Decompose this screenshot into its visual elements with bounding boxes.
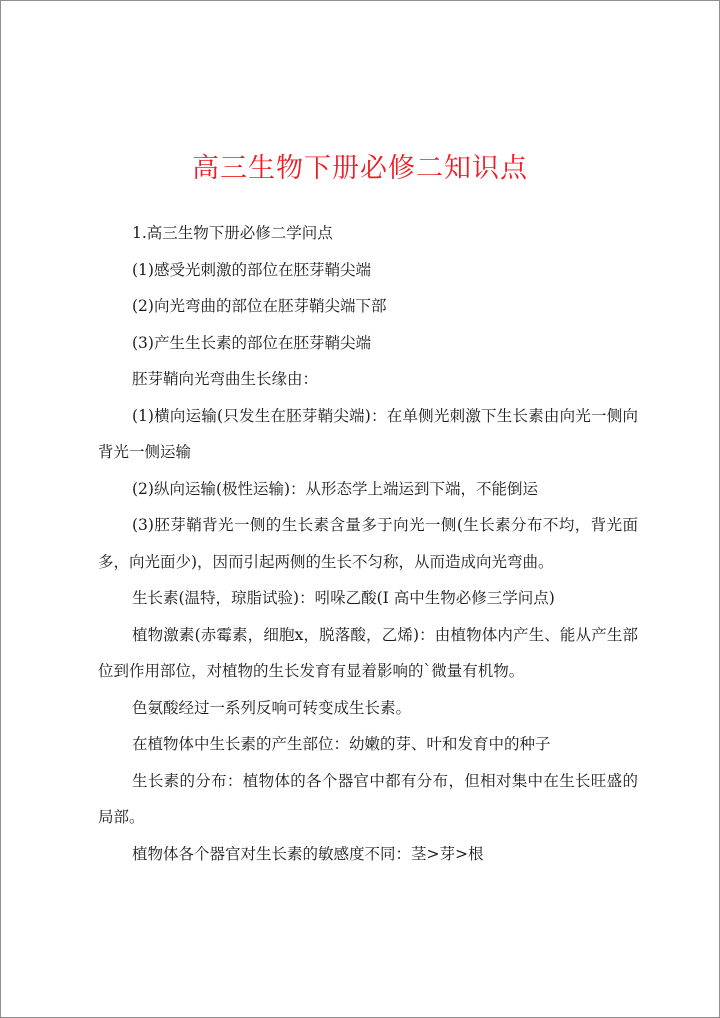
document-body	[98, 215, 638, 872]
paragraph: 在植物体中生长素的产生部位：幼嫩的芽、叶和发育中的种子	[132, 735, 551, 753]
document-title: 高三生物下册必修二知识点	[192, 153, 528, 184]
paragraph: (2)向光弯曲的部位在胚芽鞘尖端下部	[132, 297, 387, 315]
paragraph: (3)产生生长素的部位在胚芽鞘尖端	[132, 333, 371, 352]
paragraph: 色氨酸经过一系列反响可转变成生长素。	[132, 698, 412, 717]
paragraph: (3)胚芽鞘背光一侧的生长素含量多于向光一侧(生长素分布不均，背光面多，向光面少)，因而引起两侧的生长不匀称，从而造成向光弯曲。	[98, 516, 638, 571]
paragraph: 1.高三生物下册必修二学问点	[132, 224, 333, 242]
paragraph: (1)横向运输(只发生在胚芽鞘尖端)：在单侧光刺激下生长素由向光一侧向背光一侧运输	[98, 406, 638, 461]
paragraph: (2)纵向运输(极性运输)：从形态学上端运到下端，不能倒运	[132, 479, 539, 498]
paragraph: 生长素的分布：植物体的各个器官中都有分布，但相对集中在生长旺盛的局部。	[98, 771, 638, 826]
paragraph: 胚芽鞘向光弯曲生长缘由：	[132, 370, 319, 388]
paragraph: (1)感受光刺激的部位在胚芽鞘尖端	[132, 260, 371, 279]
paragraph: 生长素(温特，琼脂试验)：吲哚乙酸(I 高中生物必修三学问点)	[132, 589, 555, 607]
paragraph: 植物体各个器官对生长素的敏感度不同：茎>芽>根	[132, 844, 484, 863]
paragraph: 植物激素(赤霉素，细胞x，脱落酸，乙烯)：由植物体内产生、能从产生部位到作用部位，对植物的生长发育有显着影响的`微量有机物。	[98, 625, 638, 680]
